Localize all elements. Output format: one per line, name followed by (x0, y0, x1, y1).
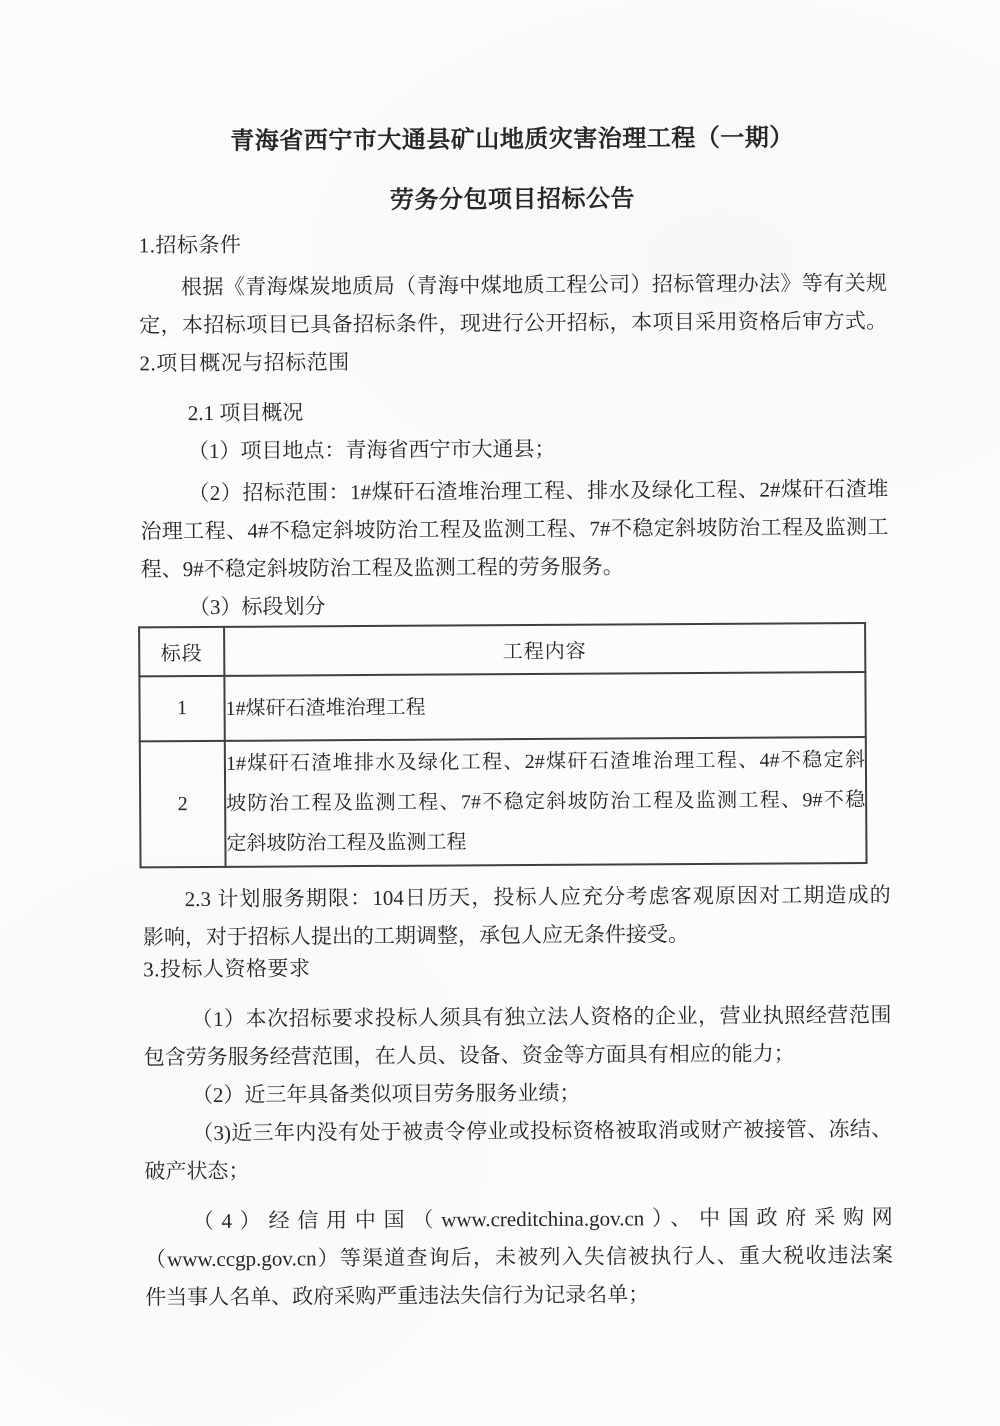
section-1-paragraph-line-1: 根据《青海煤炭地质局（青海中煤地质工程公司）招标管理办法》等有关规 (180, 270, 888, 300)
section-3-item-1-line-1: （1）本次招标要求投标人须具有独立法人资格的企业，营业执照经营范围 (191, 1002, 892, 1032)
section-3-heading: 3.投标人资格要求 (143, 956, 311, 982)
section-3-item-4-line-2: （www.ccgp.gov.cn）等渠道查询后，未被列入失信被执行人、重大税收违法案 (144, 1242, 894, 1272)
lot-1-number: 1 (139, 676, 224, 742)
section-3-item-3-line-2: 破产状态； (144, 1158, 250, 1184)
section-2-item-2-line-3: 程、9#不稳定斜坡防治工程及监测工程的劳务服务。 (140, 554, 624, 582)
lot-1-content-cell (224, 672, 865, 741)
lot-2-content-line-3: 定斜坡防治工程及监测工程 (226, 831, 467, 855)
section-2-item-1: （1）项目地点：青海省西宁市大通县； (187, 436, 556, 464)
section-3-item-4-line-1: （4）经信用中国（www.creditchina.gov.cn）、中国政府采购网 (192, 1204, 893, 1234)
lot-2-content-cell (225, 737, 867, 867)
lot-2-content-line-2: 坡防治工程及监测工程、7#不稳定斜坡防治工程及监测工程、9#不稳 (226, 788, 866, 815)
section-1-heading: 1.招标条件 (138, 232, 242, 258)
lots-table-header-row (139, 623, 865, 676)
lots-table-row-1 (139, 672, 865, 741)
lots-table-header-content: 工程内容 (224, 623, 865, 676)
section-2-1-subheading: 2.1 项目概况 (187, 400, 304, 426)
lots-table-header-lot: 标段 (139, 627, 224, 677)
lots-table-row-2 (140, 737, 867, 867)
section-2-item-2-line-2: 治理工程、4#不稳定斜坡防治工程及监测工程、7#不稳定斜坡防治工程及监测工 (140, 514, 889, 544)
section-3-item-3-line-1: （3)近三年内没有处于被责令停业或投标资格被取消或财产被接管、冻结、 (192, 1116, 893, 1146)
lot-1-content-line-1: 1#煤矸石渣堆治理工程 (225, 696, 426, 720)
section-3-item-2: （2）近三年具备类似项目劳务服务业绩； (191, 1080, 581, 1108)
section-3-item-4-line-3: 件当事人名单、政府采购严重违法失信行为记录名单； (145, 1282, 650, 1310)
section-1-paragraph-line-2: 定，本招标项目已具备招标条件，现进行公开招标，本项目采用资格后审方式。 (139, 308, 888, 338)
lot-2-content-line-1: 1#煤矸石渣堆排水及绿化工程、2#煤矸石渣堆治理工程、4#不稳定斜 (225, 748, 865, 775)
document-title: 青海省西宁市大通县矿山地质灾害治理工程（一期） (230, 125, 794, 155)
section-2-3-line-2: 影响，对于招标人提出的工期调整，承包人应无条件接受。 (142, 922, 690, 950)
lot-2-number: 2 (140, 741, 226, 868)
lots-table (138, 622, 867, 868)
section-3-item-1-line-2: 包含劳务服务经营范围，在人员、设备、资金等方面具有相应的能力； (143, 1041, 795, 1070)
section-2-item-3: （3）标段划分 (188, 594, 326, 620)
section-2-3-line-1: 2.3 计划服务期限：104日历天，投标人应充分考虑客观原因对工期造成的 (184, 882, 891, 912)
document-subtitle: 劳务分包项目招标公告 (389, 186, 636, 214)
section-2-item-2-line-1: （2）招标范围：1#煤矸石渣堆治理工程、排水及绿化工程、2#煤矸石渣堆 (188, 476, 889, 506)
section-2-heading: 2.项目概况与招标范围 (139, 350, 350, 376)
